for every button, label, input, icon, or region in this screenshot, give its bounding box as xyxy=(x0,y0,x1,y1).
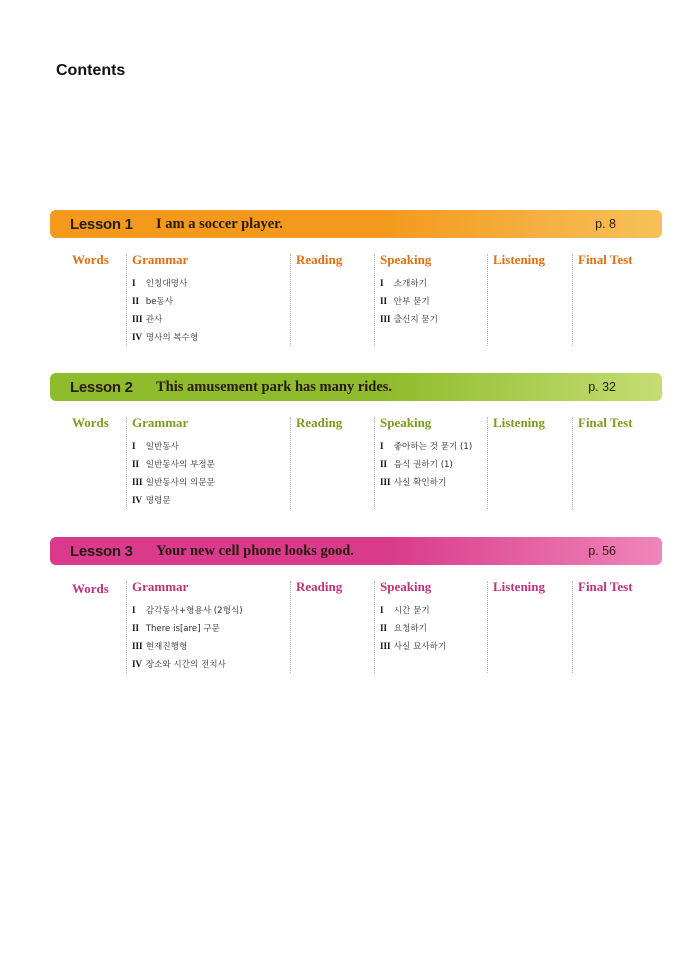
column-divider xyxy=(572,417,573,509)
lesson-2-section xyxy=(50,373,662,515)
grammar-column xyxy=(132,252,198,344)
speaking-item xyxy=(380,473,472,491)
roman-numeral: I xyxy=(380,605,384,615)
speaking-item-text: 사실 확인하기 xyxy=(391,478,447,488)
column-divider xyxy=(126,417,127,509)
words-header: Words xyxy=(72,252,109,267)
words-header: Words xyxy=(72,581,109,596)
grammar-item-text: 일반동사 xyxy=(143,442,179,452)
grammar-item-text: 장소와 시간의 전치사 xyxy=(143,660,226,670)
grammar-item xyxy=(132,292,198,310)
roman-numeral: II xyxy=(380,296,388,306)
roman-numeral: IV xyxy=(132,495,143,505)
final-test-header: Final Test xyxy=(578,252,633,267)
final-test-column xyxy=(578,579,633,671)
grammar-item-text: 관사 xyxy=(143,315,163,325)
roman-numeral: III xyxy=(132,477,143,487)
reading-header: Reading xyxy=(296,415,343,430)
speaking-item-text: 안부 묻기 xyxy=(391,297,430,307)
lesson-columns xyxy=(50,415,662,515)
grammar-item xyxy=(132,328,198,346)
speaking-list xyxy=(380,601,446,655)
grammar-item xyxy=(132,437,215,455)
column-divider xyxy=(487,581,488,673)
grammar-item-text: 인칭대명사 xyxy=(143,279,188,289)
lesson-page: p. 32 xyxy=(588,380,616,394)
listening-header: Listening xyxy=(493,415,546,430)
reading-column xyxy=(296,252,342,344)
grammar-item xyxy=(132,619,243,637)
roman-numeral: III xyxy=(380,477,391,487)
speaking-item-text: 음식 권하기 (1) xyxy=(391,460,453,470)
column-divider xyxy=(290,254,291,346)
words-header: Words xyxy=(72,415,109,430)
speaking-item xyxy=(380,455,472,473)
lesson-number: Lesson 1 xyxy=(70,215,133,233)
speaking-item xyxy=(380,637,446,655)
column-divider xyxy=(572,254,573,346)
words-column xyxy=(72,415,109,507)
roman-numeral: I xyxy=(132,605,136,615)
lesson-number: Lesson 3 xyxy=(70,542,133,560)
grammar-item-text: 일반동사의 의문문 xyxy=(143,478,215,488)
lesson-banner xyxy=(50,537,662,565)
final-test-column xyxy=(578,252,633,344)
roman-numeral: I xyxy=(380,278,384,288)
grammar-item-text: 현재진행형 xyxy=(143,642,188,652)
column-divider xyxy=(374,581,375,673)
speaking-item-text: 출신지 묻기 xyxy=(391,315,438,325)
listening-header: Listening xyxy=(493,579,546,594)
roman-numeral: IV xyxy=(132,659,143,669)
speaking-item-text: 시간 묻기 xyxy=(391,606,430,616)
grammar-item xyxy=(132,601,243,619)
speaking-item-text: 소개하기 xyxy=(391,279,427,289)
column-divider xyxy=(290,581,291,673)
grammar-column xyxy=(132,579,243,671)
column-divider xyxy=(487,254,488,346)
roman-numeral: II xyxy=(380,459,388,469)
grammar-item-text: There is[are] 구문 xyxy=(143,624,220,634)
column-divider xyxy=(572,581,573,673)
roman-numeral: II xyxy=(132,623,140,633)
speaking-header: Speaking xyxy=(380,252,432,267)
grammar-header: Grammar xyxy=(132,252,189,267)
reading-header: Reading xyxy=(296,252,343,267)
grammar-item xyxy=(132,491,215,509)
grammar-column xyxy=(132,415,215,507)
lesson-number: Lesson 2 xyxy=(70,378,133,396)
column-divider xyxy=(374,254,375,346)
speaking-header: Speaking xyxy=(380,415,432,430)
grammar-item xyxy=(132,455,215,473)
column-divider xyxy=(374,417,375,509)
speaking-header: Speaking xyxy=(380,579,432,594)
column-divider xyxy=(487,417,488,509)
lesson-columns xyxy=(50,579,662,679)
grammar-item-text: 감각동사+형용사 (2형식) xyxy=(143,606,243,616)
grammar-list xyxy=(132,274,198,346)
listening-header: Listening xyxy=(493,252,546,267)
speaking-item xyxy=(380,274,438,292)
roman-numeral: III xyxy=(132,314,143,324)
roman-numeral: II xyxy=(132,459,140,469)
listening-column xyxy=(493,415,545,507)
roman-numeral: II xyxy=(380,623,388,633)
speaking-item-text: 사실 묘사하기 xyxy=(391,642,447,652)
reading-column xyxy=(296,415,342,507)
speaking-list xyxy=(380,437,472,491)
lesson-columns xyxy=(50,252,662,352)
column-divider xyxy=(290,417,291,509)
grammar-item-text: 명사의 복수형 xyxy=(143,333,199,343)
grammar-header: Grammar xyxy=(132,415,189,430)
speaking-column xyxy=(380,252,438,344)
lesson-page: p. 56 xyxy=(588,544,616,558)
speaking-column xyxy=(380,415,472,507)
lesson-page: p. 8 xyxy=(595,217,616,231)
grammar-item xyxy=(132,274,198,292)
page-title: Contents xyxy=(56,62,126,79)
roman-numeral: III xyxy=(132,641,143,651)
speaking-column xyxy=(380,579,446,671)
lesson-banner xyxy=(50,210,662,238)
lesson-banner xyxy=(50,373,662,401)
listening-column xyxy=(493,579,545,671)
grammar-header: Grammar xyxy=(132,579,189,594)
lesson-title: This amusement park has many rides. xyxy=(156,378,393,395)
lesson-title: Your new cell phone looks good. xyxy=(156,542,354,559)
final-test-header: Final Test xyxy=(578,579,633,594)
column-divider xyxy=(126,581,127,673)
lesson-title: I am a soccer player. xyxy=(156,215,283,232)
speaking-item xyxy=(380,437,472,455)
speaking-item-text: 좋아하는 것 묻기 (1) xyxy=(391,442,473,452)
grammar-item xyxy=(132,637,243,655)
words-column xyxy=(72,252,109,344)
reading-column xyxy=(296,579,342,671)
grammar-item-text: 명령문 xyxy=(143,496,171,506)
speaking-item xyxy=(380,619,446,637)
roman-numeral: III xyxy=(380,314,391,324)
final-test-header: Final Test xyxy=(578,415,633,430)
listening-column xyxy=(493,252,545,344)
grammar-item xyxy=(132,310,198,328)
roman-numeral: III xyxy=(380,641,391,651)
speaking-item xyxy=(380,601,446,619)
grammar-list xyxy=(132,601,243,673)
grammar-item-text: be동사 xyxy=(143,297,174,307)
roman-numeral: IV xyxy=(132,332,143,342)
speaking-item xyxy=(380,292,438,310)
final-test-column xyxy=(578,415,633,507)
roman-numeral: I xyxy=(132,278,136,288)
grammar-item-text: 일반동사의 부정문 xyxy=(143,460,215,470)
lesson-3-section xyxy=(50,537,662,679)
speaking-list xyxy=(380,274,438,328)
speaking-item-text: 요청하기 xyxy=(391,624,427,634)
reading-header: Reading xyxy=(296,579,343,594)
grammar-item xyxy=(132,473,215,491)
column-divider xyxy=(126,254,127,346)
roman-numeral: II xyxy=(132,296,140,306)
lesson-1-section xyxy=(50,210,662,352)
speaking-item xyxy=(380,310,438,328)
roman-numeral: I xyxy=(380,441,384,451)
grammar-item xyxy=(132,655,243,673)
roman-numeral: I xyxy=(132,441,136,451)
words-column xyxy=(72,579,109,671)
grammar-list xyxy=(132,437,215,509)
